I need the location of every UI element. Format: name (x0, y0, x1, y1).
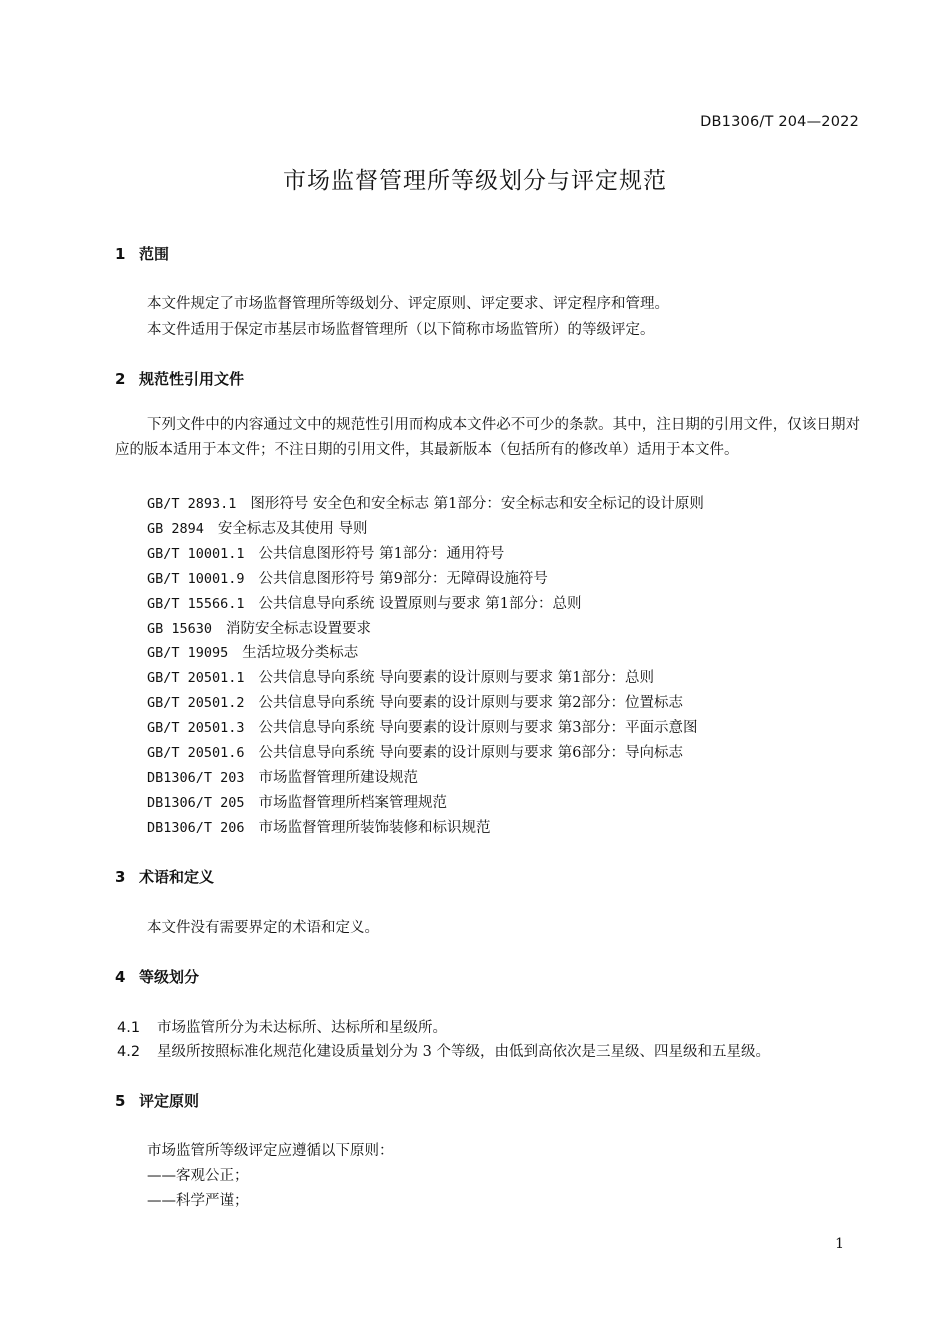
reference-item (147, 766, 418, 787)
reference-code: DB1306/T 203 (147, 770, 245, 786)
reference-item (147, 542, 504, 563)
section-title: 等级划分 (139, 968, 200, 986)
reference-code: GB/T 10001.1 (147, 546, 245, 562)
standard-code: DB1306/T 204—2022 (700, 114, 859, 130)
reference-title: 安全标志及其使用 导则 (217, 521, 368, 537)
reference-code: GB/T 15566.1 (147, 596, 245, 612)
clause-number: 4.2 (117, 1044, 141, 1060)
reference-title: 公共信息导向系统 导向要素的设计原则与要求 第1部分：总则 (258, 670, 654, 686)
section-number: 5 (115, 1092, 126, 1110)
section-number: 4 (115, 968, 126, 986)
reference-title: 图形符号 安全色和安全标志 第1部分：安全标志和安全标记的设计原则 (250, 496, 704, 512)
reference-title: 公共信息导向系统 设置原则与要求 第1部分：总则 (258, 596, 582, 612)
reference-title: 公共信息图形符号 第9部分：无障碍设施符号 (258, 571, 548, 587)
reference-code: GB/T 20501.1 (147, 670, 245, 686)
reference-title: 公共信息导向系统 导向要素的设计原则与要求 第6部分：导向标志 (258, 745, 683, 761)
list-item: ——科学严谨； (147, 1193, 249, 1209)
reference-item (147, 617, 371, 638)
reference-item (147, 567, 548, 588)
clause-number: 4.1 (117, 1020, 141, 1036)
section-title: 术语和定义 (139, 868, 215, 886)
reference-item (147, 716, 698, 737)
clause-text: 星级所按照标准化规范化建设质量划分为 3 个等级，由低到高依次是三星级、四星级和五星级。 (157, 1044, 770, 1060)
reference-item (147, 791, 447, 812)
section-5-heading (115, 1090, 199, 1111)
section-number: 3 (115, 868, 126, 886)
page-number: 1 (835, 1236, 844, 1252)
reference-code: DB1306/T 206 (147, 820, 245, 836)
reference-code: GB/T 10001.9 (147, 571, 245, 587)
reference-title: 消防安全标志设置要求 (226, 621, 372, 637)
document-title: 市场监督管理所等级划分与评定规范 (283, 168, 667, 194)
section-1-heading (115, 243, 169, 264)
section-2-heading (115, 368, 244, 389)
reference-item (147, 666, 654, 687)
section-2-intro: 下列文件中的内容通过文中的规范性引用而构成本文件必不可少的条款。其中，注日期的引用文件，仅该日期对应的版本适用于本文件；不注日期的引用文件，其最新版本（包括所有的修改单）适用于本文件。 (115, 417, 860, 458)
reference-item (147, 741, 683, 762)
reference-item (147, 592, 582, 613)
reference-title: 市场监督管理所建设规范 (258, 770, 419, 786)
clause-4-2 (117, 1040, 770, 1061)
reference-code: DB1306/T 205 (147, 795, 245, 811)
section-1-paragraph-1: 本文件规定了市场监督管理所等级划分、评定原则、评定要求、评定程序和管理。 (147, 296, 669, 312)
section-number: 2 (115, 370, 126, 388)
reference-item (147, 641, 358, 662)
section-number: 1 (115, 245, 126, 263)
reference-code: GB 2894 (147, 521, 204, 537)
section-title: 规范性引用文件 (139, 370, 245, 388)
reference-code: GB/T 20501.3 (147, 720, 245, 736)
section-3-heading (115, 866, 214, 887)
clause-text: 市场监管所分为未达标所、达标所和星级所。 (157, 1020, 447, 1036)
reference-title: 生活垃圾分类标志 (242, 645, 359, 661)
reference-item (147, 492, 704, 513)
reference-title: 公共信息导向系统 导向要素的设计原则与要求 第2部分：位置标志 (258, 695, 683, 711)
section-title: 范围 (139, 245, 170, 263)
section-4-heading (115, 966, 199, 987)
reference-code: GB/T 20501.6 (147, 745, 245, 761)
reference-title: 公共信息导向系统 导向要素的设计原则与要求 第3部分：平面示意图 (258, 720, 698, 736)
reference-title: 市场监督管理所档案管理规范 (258, 795, 448, 811)
reference-title: 公共信息图形符号 第1部分：通用符号 (258, 546, 505, 562)
reference-item (147, 517, 368, 538)
clause-4-1 (117, 1016, 447, 1037)
section-title: 评定原则 (139, 1092, 200, 1110)
reference-code: GB/T 2893.1 (147, 496, 237, 512)
reference-item (147, 691, 683, 712)
section-5-paragraph: 市场监管所等级评定应遵循以下原则： (147, 1143, 394, 1159)
reference-code: GB/T 20501.2 (147, 695, 245, 711)
list-item: ——客观公正； (147, 1168, 249, 1184)
reference-code: GB 15630 (147, 621, 213, 637)
reference-item (147, 816, 491, 837)
section-3-paragraph: 本文件没有需要界定的术语和定义。 (147, 920, 379, 936)
section-1-paragraph-2: 本文件适用于保定市基层市场监督管理所（以下简称市场监管所）的等级评定。 (147, 322, 655, 338)
reference-title: 市场监督管理所装饰装修和标识规范 (258, 820, 491, 836)
reference-code: GB/T 19095 (147, 645, 229, 661)
